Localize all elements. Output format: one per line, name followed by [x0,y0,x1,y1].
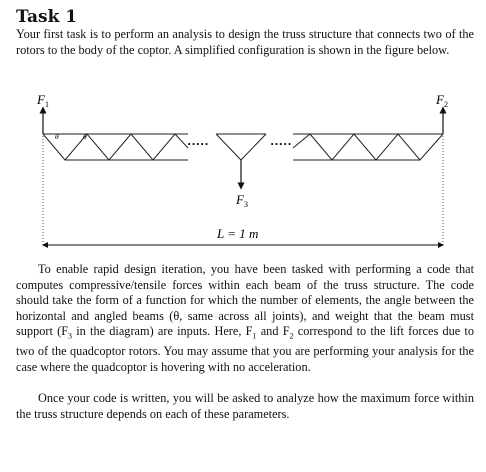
force-label-f2: $F_2$ [436,92,448,109]
truss-continuation-dots-right: ····· [270,136,292,151]
force-label-f3: $F_3$ [236,192,248,209]
body-paragraph-1: To enable rapid design iteration, you have been tasked with performing a code that computes compressive/tensile forces within each beam of the truss structure. The code should take the form of a function for which the number of elements, the angle between the horizontal and angled beams (θ, same across all joints), and weight that the beam must support ($F_3$ in the diagram) are inputs. Here, $F_1$ and $F_2$ correspond to the lift forces due to two of the quadcoptor rotors. You may assume that you are performing your analysis for the case where the quadcoptor is hovering with no acceleration. [16,262,474,375]
body-paragraph-2: Once your code is written, you will be asked to analyze how the maximum force within the truss structure depends on each of these parameters. [16,391,474,421]
truss-structure [43,134,443,160]
truss-diagonals-left [43,134,188,160]
truss-continuation-dots-left: ····· [187,136,209,151]
angle-label-2: θ [83,132,87,141]
truss-diagonals-middle [216,134,266,160]
length-label: L = 1 m [217,226,259,241]
angle-label-1: θ [55,132,59,141]
intro-paragraph: Your first task is to perform an analysis to design the truss structure that connects two of the rotors to the body of the coptor. A simplified configuration is shown in the figure below. [16,27,474,57]
truss-diagonals-right [293,134,443,160]
force-label-f1: $F_1$ [37,92,49,109]
task-title: Task 1 [16,7,78,27]
